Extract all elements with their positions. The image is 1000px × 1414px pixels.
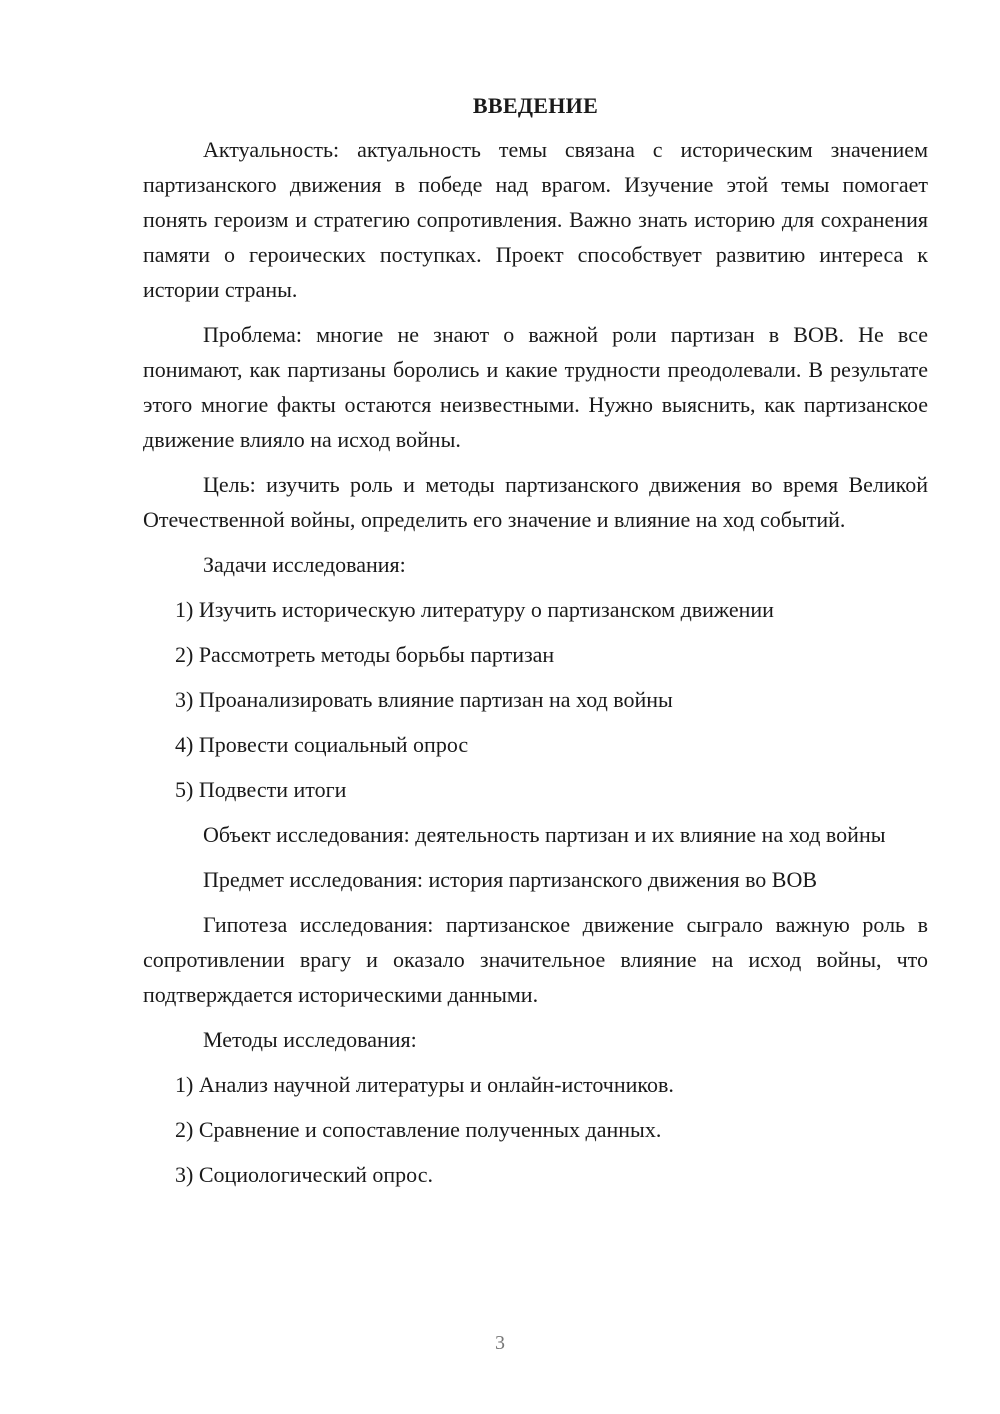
goal-paragraph: Цель: изучить роль и методы партизанского движения во время Великой Отечественной войны, определить его значение и влияние на ход событий. (143, 472, 928, 532)
task-item: 2) Рассмотреть методы борьбы партизан (175, 642, 555, 667)
task-item: 4) Провести социальный опрос (175, 732, 469, 757)
subject-paragraph: Предмет исследования: история партизанского движения во ВОВ (203, 867, 818, 892)
hypothesis-paragraph: Гипотеза исследования: партизанское движение сыграло важную роль в сопротивлении врагу и оказало значительное влияние на исход войны, что подтверждается историческими данными. (143, 912, 928, 1007)
methods-list (143, 1067, 928, 1192)
method-item: 2) Сравнение и сопоставление полученных данных. (175, 1117, 662, 1142)
task-item: 5) Подвести итоги (175, 777, 347, 802)
problem-paragraph: Проблема: многие не знают о важной роли партизан в ВОВ. Не все понимают, как партизаны боролись и какие трудности преодолевали. В результате этого многие факты остаются неизвестными. Нужно выяснить, как партизанское движение влияло на исход войны. (143, 322, 928, 452)
task-item: 1) Изучить историческую литературу о партизанском движении (175, 597, 774, 622)
page-number: 3 (495, 1332, 505, 1354)
relevance-paragraph: Актуальность: актуальность темы связана с историческим значением партизанского движения в победе над врагом. Изучение этой темы помогает понять героизм и стратегию сопротивления. Важно знать историю для сохранения памяти о героических поступках. Проект способствует развитию интереса к истории страны. (143, 137, 928, 302)
tasks-list (143, 592, 928, 807)
method-item: 1) Анализ научной литературы и онлайн-источников. (175, 1072, 674, 1097)
methods-heading: Методы исследования: (203, 1027, 417, 1052)
tasks-heading: Задачи исследования: (203, 552, 406, 577)
document-page (143, 88, 928, 1202)
object-paragraph: Объект исследования: деятельность партизан и их влияние на ход войны (203, 822, 886, 847)
section-title: ВВЕДЕНИЕ (472, 93, 599, 118)
method-item: 3) Социологический опрос. (175, 1162, 433, 1187)
task-item: 3) Проанализировать влияние партизан на ход войны (175, 687, 673, 712)
